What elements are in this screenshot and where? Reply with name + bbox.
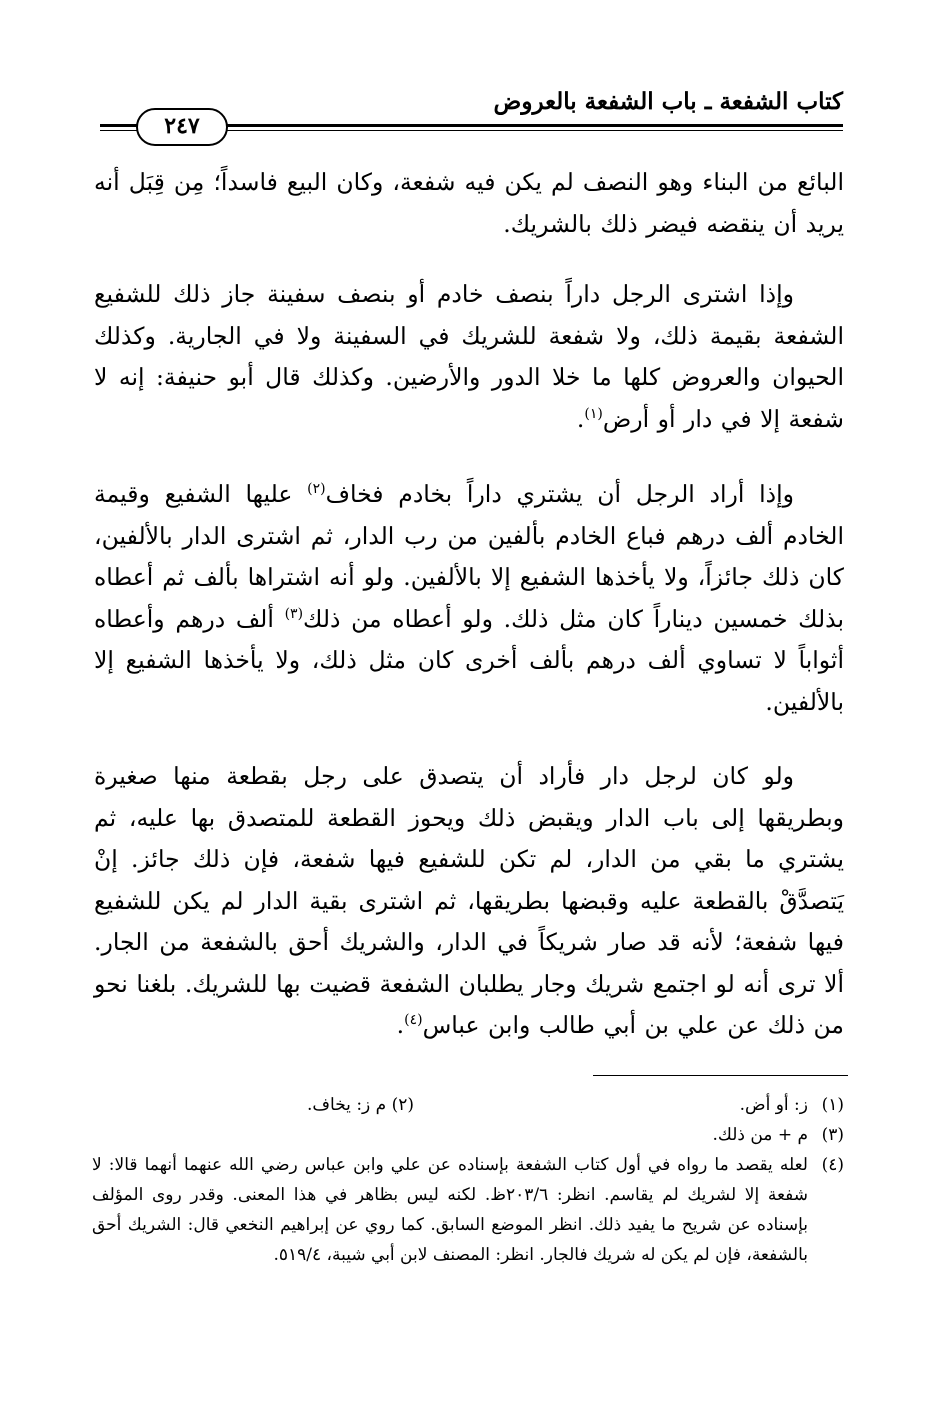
paragraph-4: ولو كان لرجل دار فأراد أن يتصدق على رجل بقطعة منها صغيرة وبطريقها إلى باب الدار ويقبض ذلك ويحوز القطعة للمتصدق بها عليه، ثم يشتري ما بقي من الدار، لم تكن للشفيع فيها شفعة، فإن ذلك جائز. إنْ يَتصدَّقْ بالقطعة عليه وقبضها بطريقها، ثم اشترى بقية الدار لم يكن للشفيع فيها شفعة؛ لأنه قد صار شريكاً في الدار، والشريك أحق بالشفعة من الجار. ألا ترى أنه لو اجتمع شريك وجار يطلبان الشفعة قضيت بها للشريك. بلغنا نحو من ذلك عن علي بن أبي طالب وابن عباس$^{(٤)}$. (94, 762, 844, 1039)
footnote-line-4 (92, 1150, 844, 1270)
paragraph-1 (94, 162, 844, 245)
footnote-3-number: (٣) (821, 1125, 844, 1145)
page-number: ٢٤٧ (136, 108, 228, 146)
footnote-1-number: (١) (821, 1095, 844, 1115)
paragraph-1-text: البائع من البناء وهو النصف لم يكن فيه شفعة، وكان البيع فاسداً؛ مِن قِبَل أنه يريد أن ينقضه فيضر ذلك بالشريك. (94, 168, 844, 238)
footnotes (92, 1090, 844, 1270)
footnote-4-text: لعله يقصد ما رواه في أول كتاب الشفعة بإسناده عن علي وابن عباس رضي الله عنهما أنهما قالا: لا شفعة إلا لشريك لم يقاسم. انظر: ٢٠٣/٦ظ. لكنه ليس بظاهر في هذا المعنى. وقدر روى المؤلف بإسناده عن شريح ما يفيد ذلك. انظر الموضع السابق. كما روي عن إبراهيم النخعي قال: الشريك أحق بالشفعة، فإن لم يكن له شريك فالجار. انظر: المصنف لابن أبي شيبة، ٥١٩/٤. (92, 1155, 808, 1265)
footnote-mark-1: (١) (584, 405, 603, 422)
footnote-2-text: م ز: يخاف. (307, 1095, 387, 1115)
footnote-mark-3: (٣) (284, 605, 304, 622)
main-text (94, 162, 844, 1047)
footnote-mark-4: (٤) (404, 1012, 423, 1029)
paragraph-3-text-a: وإذا أراد الرجل أن يشتري داراً بخادم فخاف (325, 480, 794, 508)
running-header-title: كتاب الشفعة ـ باب الشفعة بالعروض (493, 88, 843, 115)
footnote-2-number: (٢) (391, 1095, 415, 1115)
footnote-mark-2: (٢) (307, 481, 326, 498)
paragraph-2-text: وإذا اشترى الرجل داراً بنصف خادم أو بنصف سفينة جاز ذلك للشفيع الشفعة بقيمة ذلك، ولا شفعة للشريك في السفينة ولا في الجارية. وكذلك الحيوان والعروض كلها ما خلا الدور والأرضين. وكذلك قال أبو حنيفة: إنه لا شفعة إلا في دار أو أرض (94, 280, 844, 433)
paragraph-3-text-b: عليها الشفيع وقيمة الخادم ألف درهم فباع الخادم بألفين من رب الدار، ثم اشترى الدار بالألفين، كان ذلك جائزاً، ولا يأخذها الشفيع إلا بالألفين. ولو أنه اشتراها بألف ثم أعطاه بذلك خمسين ديناراً كان مثل ذلك. ولو أعطاه من ذلك (94, 480, 844, 633)
paragraph-3-text-c: ألف درهم وأعطاه أثواباً لا تساوي ألف درهم بألف أخرى كان مثل ذلك، ولا يأخذها الشفيع إلا بالألفين. (94, 604, 844, 716)
footnote-line-1 (92, 1090, 844, 1120)
paragraph-4-text: ولو كان لرجل دار فأراد أن يتصدق على رجل بقطعة منها صغيرة وبطريقها إلى باب الدار ويقبض ذلك ويحوز القطعة للمتصدق بها عليه، ثم يشتري ما بقي من الدار، لم تكن للشفيع فيها شفعة، فإن ذلك جائز. إنْ يَتصدَّقْ بالقطعة عليه وقبضها بطريقها، ثم اشترى بقية الدار لم يكن للشفيع فيها شفعة؛ لأنه قد صار شريكاً في الدار، والشريك أحق بالشفعة من الجار. ألا ترى أنه لو اجتمع شريك وجار يطلبان الشفعة قضيت بها للشريك. بلغنا نحو من ذلك عن علي بن أبي طالب وابن عباس (94, 762, 844, 1039)
footnote-line-3 (92, 1120, 844, 1150)
footnote-4-number: (٤) (821, 1155, 844, 1175)
paragraph-3 (94, 474, 844, 723)
footnote-separator (593, 1075, 848, 1076)
paragraph-2: وإذا اشترى الرجل داراً بنصف خادم أو بنصف سفينة جاز ذلك للشفيع الشفعة بقيمة ذلك، ولا شفعة للشريك في السفينة ولا في الجارية. وكذلك الحيوان والعروض كلها ما خلا الدور والأرضين. وكذلك قال أبو حنيفة: إنه لا شفعة إلا في دار أو أرض$^{(١)}$. (94, 280, 844, 433)
footnote-1-text: ز: أو أض. (739, 1095, 808, 1115)
footnote-3-text: م + من ذلك. (712, 1125, 808, 1145)
footnote-2 (307, 1090, 414, 1120)
